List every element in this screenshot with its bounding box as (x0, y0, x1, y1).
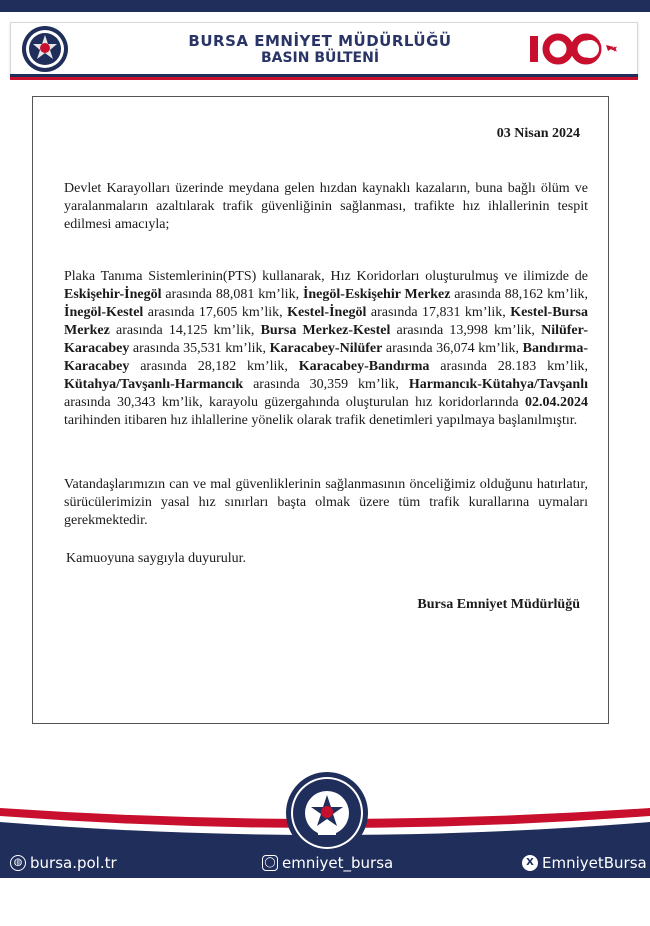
corridor-distance: arasında 13,998 km’lik, (390, 323, 542, 338)
corridor-list (64, 287, 588, 410)
instagram-label: emniyet_bursa (282, 854, 394, 872)
corridor-route: Kestel-Bursa Merkez (64, 305, 588, 338)
corridors-outro: karayolu güzergahında oluşturulan hız koridorlarında (208, 395, 519, 410)
corridor-distance: arasında 28,182 km’lik, (129, 359, 299, 374)
corridor-route: Bursa Merkez-Kestel (260, 323, 391, 338)
corridor-distance: arasında 35,531 km’lik, (129, 341, 270, 356)
corridor-route: Eskişehir-İnegöl (64, 287, 162, 302)
corridor-route: İnegöl-Eskişehir Merkez (302, 287, 451, 302)
corridor-route: Karacabey-Bandırma (298, 359, 430, 374)
corridor-route: İnegöl-Kestel (64, 305, 144, 320)
footer-x-link[interactable] (522, 854, 647, 872)
footer-emblem-icon (285, 771, 369, 855)
corridor-route: Bandırma-Karacabey (64, 341, 588, 374)
footer-website-link[interactable] (10, 854, 117, 872)
start-date: 02.04.2024 (525, 395, 588, 410)
corridor-distance: arasında 28.183 km’lik, (429, 359, 588, 374)
corridor-distance: arasında 30,359 km’lik, (243, 377, 409, 392)
instagram-icon: ◯ (262, 855, 278, 871)
website-label: bursa.pol.tr (30, 854, 117, 872)
footer-instagram-link[interactable] (262, 854, 393, 872)
corridor-distance: arasında 17,605 km’lik, (143, 305, 288, 320)
corridors-outro-end: tarihinden itibaren hız ihlallerine yönelik olarak trafik denetimleri yapılmaya başlanılmıştır. (64, 413, 578, 428)
document-date: 03 Nisan 2024 (496, 126, 580, 141)
header-underline (10, 74, 638, 80)
corridor-route: Nilüfer-Karacabey (64, 323, 588, 356)
paragraph-intro: Devlet Karayolları üzerinde meydana gelen hızdan kaynaklı kazaların, buna bağlı ölüm ve yaralanmaların azaltılarak trafik güvenliğinin sağlanması, trafikte hız ihlallerinin tespit edilmesi amacıyla; (64, 181, 588, 232)
corridor-distance: arasında 14,125 km’lik, (109, 323, 261, 338)
header-top-band (0, 0, 650, 12)
corridors-intro: Plaka Tanıma Sistemlerinin(PTS) kullanarak, Hız Koridorları oluşturulmuş ve ilimizde de (64, 269, 588, 284)
corridor-distance: arasında 88,081 km’lik, (161, 287, 303, 302)
header-subtitle: BASIN BÜLTENİ (260, 50, 380, 66)
corridor-distance: arasında 36,074 km’lik, (382, 341, 523, 356)
corridor-distance: arasında 30,343 km’lik, (64, 395, 209, 410)
paragraph-reminder: Vatandaşlarımızın can ve mal güvenliklerinin sağlanmasının önceliğimiz olduğunu hatırlatır, sürücülerimizin yasal hız sınırları başta olmak üzere tüm trafik kurallarına uymaları gerekmektedir. (64, 477, 588, 528)
corridor-distance: arasında 17,831 km’lik, (366, 305, 511, 320)
corridor-route: Harmancık-Kütahya/Tavşanlı (408, 377, 588, 392)
paragraph-corridors (64, 268, 588, 430)
police-emblem-icon (20, 24, 70, 74)
globe-icon: ◍ (10, 855, 26, 871)
corridor-route: Kestel-İnegöl (287, 305, 367, 320)
paragraph-announcement: Kamuoyuna saygıyla duyurulur. (66, 551, 247, 566)
x-logo-icon: X (522, 855, 538, 871)
x-label: EmniyetBursa (542, 854, 647, 872)
corridor-route: Karacabey-Nilüfer (269, 341, 383, 356)
header-title: BURSA EMNİYET MÜDÜRLÜĞÜ (188, 32, 452, 50)
signature: Bursa Emniyet Müdürlüğü (417, 597, 580, 612)
turkiye-100-logo-icon (528, 30, 628, 66)
corridor-route: Kütahya/Tavşanlı-Harmancık (64, 377, 244, 392)
corridor-distance: arasında 88,162 km’lik, (450, 287, 588, 302)
